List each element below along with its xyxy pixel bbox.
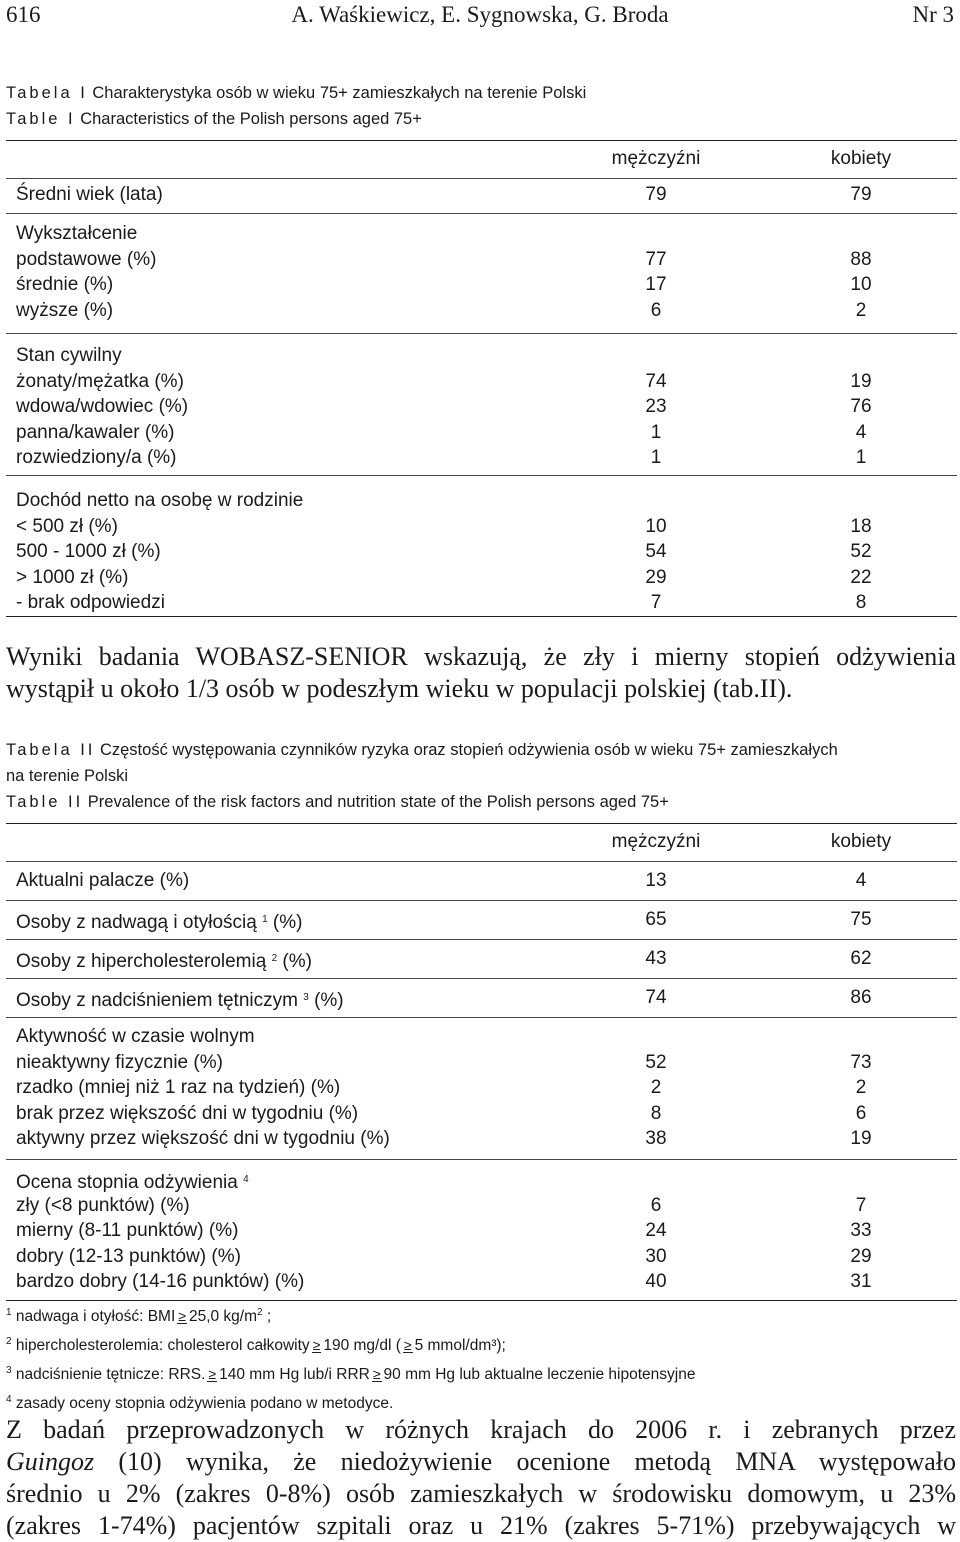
table2-col-women: kobiety [830, 831, 892, 852]
table-row: < 500 zł (%) 10 18 [16, 515, 872, 537]
table2-block-activity [6, 1018, 957, 1160]
table1-caption-en [6, 106, 956, 132]
table2-block-overweight [6, 901, 957, 940]
table-row: panna/kawaler (%) 1 4 [16, 421, 867, 443]
table-row: brak przez większość dni w tygodniu (%) 8 6 [16, 1102, 867, 1124]
geq-symbol: ≥ [178, 1308, 186, 1324]
body-paragraph-2 [6, 1414, 956, 1542]
table-row: Aktualni palacze (%) 13 4 [16, 870, 867, 891]
table2-block-hypertension [6, 979, 957, 1018]
table2-label-pl: Tabela II [6, 741, 96, 759]
footnote: $^3$ nadciśnienie tętnicze: RRS. ≥ 140 mm Hg lub/i RRR ≥ 90 mm Hg lub aktualne leczenie hipotensyjne [6, 1365, 696, 1383]
block-title: Wykształcenie [16, 223, 138, 244]
footnote: $^1$ nadwaga i otyłość: BMI ≥ 25,0 $kg/m^2$ ; [6, 1307, 272, 1325]
footnotes [6, 1298, 956, 1414]
block-title: Stan cywilny [16, 345, 122, 366]
table-row: Osoby z nadwagą i otyłością $^1$ (%) 65 75 [16, 909, 872, 933]
table-row: średnie (%) 17 10 [16, 274, 872, 295]
table1-title-pl: Charakterystyka osób w wieku 75+ zamieszkałych na terenie Polski [92, 84, 587, 102]
table2-caption-en [6, 789, 956, 815]
table-row: Osoby z nadciśnieniem tętniczym $^3$ (%) 74 86 [16, 987, 872, 1011]
table2-title-en: Prevalence of the risk factors and nutrition state of the Polish persons aged 75+ [87, 793, 669, 811]
block-title: Aktywność w czasie wolnym [16, 1026, 255, 1047]
table-row: wyższe (%) 6 2 [16, 299, 867, 321]
page-number: 616 [6, 2, 41, 27]
footnote-ref: 4 [243, 1174, 249, 1185]
table-row: Osoby z hipercholesterolemią $^2$ (%) 43 62 [16, 948, 872, 972]
table-row: Średni wiek (lata) 79 79 [16, 184, 872, 205]
table1-col-women: kobiety [830, 148, 892, 169]
text-line: Z badań przeprowadzonych w różnych krajach do 2006 r. i zebranych przez [6, 1415, 956, 1444]
table1-header [6, 141, 957, 179]
running-authors: A. Waśkiewicz, E. Sygnowska, G. Broda [291, 2, 669, 27]
table-row: wdowa/wdowiec (%) 23 76 [16, 396, 872, 417]
table-row: aktywny przez większość dni w tygodniu (%) 38 19 [16, 1128, 872, 1149]
table-row: rzadko (mniej niż 1 raz na tydzień) (%) 2 2 [16, 1077, 867, 1098]
table2-block-smokers [6, 862, 957, 901]
table2-col-men: mężczyźni [611, 831, 701, 852]
table1-block-education [6, 214, 957, 334]
block-title: Dochód netto na osobę w rodzinie [16, 490, 304, 511]
table1-caption-pl [6, 80, 956, 106]
geq-symbol: ≥ [208, 1366, 217, 1382]
footnote-ref: 2 [271, 953, 278, 964]
table2-label-en: Table II [6, 793, 84, 811]
text-line: średnio u 2% (zakres 0-8%) osób zamieszkałych w środowisku domowym, u 23% [6, 1479, 956, 1508]
table-row: > 1000 zł (%) 29 22 [16, 566, 872, 588]
geq-symbol: ≥ [403, 1337, 412, 1353]
geq-symbol: ≥ [312, 1337, 321, 1353]
geq-symbol: ≥ [372, 1366, 381, 1382]
table2-block-cholesterol [6, 940, 957, 979]
footnote: $^4$ zasady oceny stopnia odżywienia podano w metodyce. [6, 1394, 394, 1412]
block-title: Ocena stopnia odżywienia $^4$ [16, 1172, 249, 1193]
table2-title-pl: Częstość występowania czynników ryzyka oraz stopień odżywienia osób w wieku 75+ zamieszkałych [99, 741, 838, 759]
table2 [6, 823, 957, 1301]
body-paragraph-1 [6, 641, 956, 705]
table-row: 500 - 1000 zł (%) 54 52 [16, 541, 872, 562]
text-line: wystąpił u około 1/3 osób w podeszłym wieku w populacji polskiej (tab.II). [6, 674, 793, 703]
cited-author: Guingoz [6, 1447, 95, 1476]
table2-header [6, 824, 957, 862]
table-row: bardzo dobry (14-16 punktów) (%) 40 31 [16, 1271, 872, 1292]
table1-title-en: Characteristics of the Polish persons aged 75+ [80, 110, 422, 128]
table-row: zły (<8 punktów) (%) 6 7 [16, 1194, 867, 1216]
issue-number: Nr 3 [912, 2, 954, 27]
footnote-ref: 3 [303, 992, 309, 1003]
table1-label-en: Table I [6, 110, 76, 128]
table-row: nieaktywny fizycznie (%) 52 73 [16, 1051, 872, 1073]
table-row: dobry (12-13 punktów) (%) 30 29 [16, 1245, 872, 1267]
table1 [6, 140, 957, 617]
table1-block-marital [6, 334, 957, 476]
footnote-ref: 1 [262, 914, 268, 925]
footnote: $^2$ hipercholesterolemia: cholesterol całkowity ≥ 190 mg/dl ( ≥ 5 mmol/dm³); [6, 1336, 506, 1354]
text-line: Wyniki badania WOBASZ-SENIOR wskazują, że zły i mierny stopień odżywienia [6, 642, 956, 671]
table2-caption-pl-cont: na terenie Polski [6, 767, 128, 785]
table2-caption-pl [6, 737, 956, 763]
running-header [0, 0, 960, 34]
table-row: mierny (8-11 punktów) (%) 24 33 [16, 1220, 872, 1241]
table2-block-nutrition [6, 1160, 957, 1300]
table-row: żonaty/mężatka (%) 74 19 [16, 370, 872, 392]
table-row: - brak odpowiedzi 7 8 [16, 592, 867, 613]
table1-block-age [6, 179, 957, 214]
table1-block-income [6, 476, 957, 616]
text-line: (zakres 1-74%) pacjentów szpitali oraz u 21% (zakres 5-71%) przebywających w [6, 1511, 956, 1540]
table-row: podstawowe (%) 77 88 [16, 248, 872, 270]
table1-label-pl: Tabela I [6, 84, 88, 102]
text-line: Guingoz (10) wynika, że niedożywienie ocenione metodą MNA występowało [6, 1447, 957, 1476]
table1-col-men: mężczyźni [611, 148, 701, 169]
table-row: rozwiedziony/a (%) 1 1 [16, 447, 867, 468]
